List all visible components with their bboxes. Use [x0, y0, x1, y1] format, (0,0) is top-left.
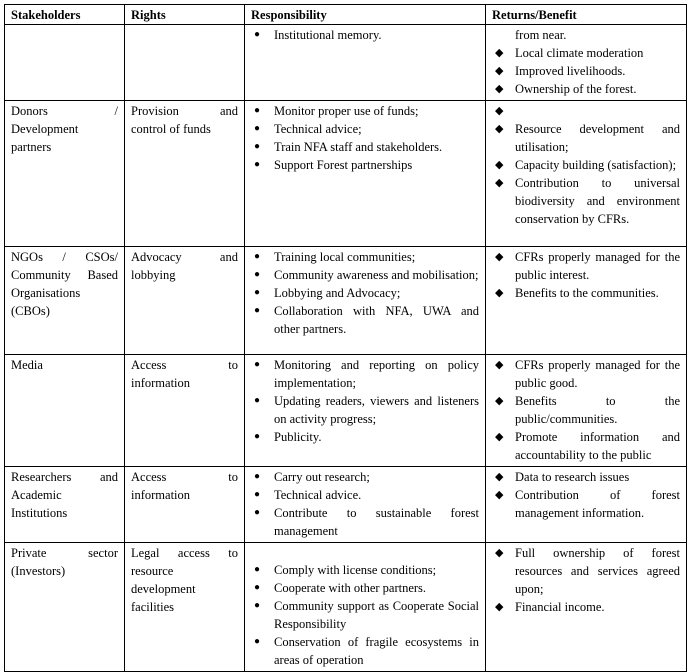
returns-continuation: from near.	[515, 28, 567, 42]
list-item: ● Monitoring and reporting on policy implementation;	[254, 358, 479, 390]
header-returns: Returns/Benefit	[486, 5, 687, 25]
bullet-dot-icon: ●	[254, 159, 261, 170]
header-responsibility: Responsibility	[245, 5, 486, 25]
stakeholder-cell	[5, 25, 125, 101]
bullet-dot-icon: ●	[254, 287, 261, 298]
bullet-diamond-icon: ◆	[495, 123, 504, 135]
bullet-diamond-icon: ◆	[495, 159, 504, 171]
list-item: ● Training local communities;	[254, 250, 416, 264]
list-item: ◆ Contribution to universal biodiversity and environment conservation by CFRs.	[495, 176, 680, 226]
returns-cell	[486, 355, 687, 467]
stakeholder-cell: NGOs / CSOs/ Community Based Organisations (CBOs)	[5, 247, 125, 355]
header-rights: Rights	[125, 5, 245, 25]
list-item: ● Cooperate with other partners.	[254, 581, 427, 595]
bullet-diamond-icon: ◆	[495, 471, 504, 483]
rights-cell	[125, 25, 245, 101]
rights-cell: Provision and control of funds	[125, 101, 245, 247]
list-item: ● Community awareness and mobilisation;	[254, 268, 479, 282]
bullet-diamond-icon: ◆	[495, 547, 504, 559]
stakeholder-cell: Private sector (Investors)	[5, 543, 125, 672]
list-item	[492, 102, 680, 120]
responsibility-cell	[245, 543, 486, 672]
list-item: ● Monitor proper use of funds;	[254, 104, 419, 118]
header-row	[5, 5, 687, 25]
rights-cell: Advocacy and lobbying	[125, 247, 245, 355]
bullet-dot-icon: ●	[254, 582, 261, 593]
returns-cell	[486, 467, 687, 543]
bullet-diamond-icon: ◆	[495, 83, 504, 95]
stakeholder-cell: Donors / Development partners	[5, 101, 125, 247]
rights-cell: Access to information	[125, 467, 245, 543]
bullet-diamond-icon: ◆	[495, 65, 504, 77]
bullet-dot-icon: ●	[254, 395, 261, 406]
list-item: ● Technical advice.	[254, 488, 362, 502]
list-item: ● Support Forest partnerships	[254, 158, 413, 172]
bullet-diamond-icon: ◆	[495, 601, 504, 613]
bullet-dot-icon: ●	[254, 251, 261, 262]
list-item: ● Technical advice;	[254, 122, 362, 136]
list-item: ● Lobbying and Advocacy;	[254, 286, 401, 300]
bullet-dot-icon: ●	[254, 305, 261, 316]
table-row	[5, 101, 687, 247]
list-item: ◆ Full ownership of forest resources and services agreed upon;	[495, 546, 680, 596]
bullet-dot-icon: ●	[254, 123, 261, 134]
list-item: ◆ Benefits to the communities.	[495, 286, 659, 300]
list-item: ◆ Ownership of the forest.	[495, 82, 637, 96]
bullet-dot-icon: ●	[254, 507, 261, 518]
returns-cell	[486, 247, 687, 355]
list-item: ● Publicity.	[254, 430, 322, 444]
bullet-dot-icon: ●	[254, 564, 261, 575]
responsibility-cell	[245, 247, 486, 355]
list-item: ● Train NFA staff and stakeholders.	[254, 140, 443, 154]
table-row	[5, 543, 687, 672]
bullet-dot-icon: ●	[254, 29, 261, 40]
bullet-diamond-icon: ◆	[495, 287, 504, 299]
table-row	[5, 467, 687, 543]
table-row	[5, 247, 687, 355]
stakeholder-cell: Researchers and Academic Institutions	[5, 467, 125, 543]
header-stakeholders: Stakeholders	[5, 5, 125, 25]
bullet-diamond-icon: ◆	[495, 47, 504, 59]
bullet-dot-icon: ●	[254, 105, 261, 116]
list-item: ◆ CFRs properly managed for the public good.	[495, 358, 680, 390]
list-item: ◆ Data to research issues	[495, 470, 630, 484]
stakeholder-cell: Media	[5, 355, 125, 467]
bullet-diamond-icon: ◆	[495, 431, 504, 443]
list-item: ● Updating readers, viewers and listeners on activity progress;	[254, 394, 479, 426]
bullet-dot-icon: ●	[254, 471, 261, 482]
list-item: ◆ Promote information and accountability to the public	[495, 430, 680, 462]
table-row	[5, 25, 687, 101]
responsibility-cell	[245, 25, 486, 101]
list-item: ◆ Contribution of forest management information.	[495, 488, 680, 520]
bullet-diamond-icon: ◆	[495, 105, 504, 117]
returns-cell	[486, 101, 687, 247]
list-item: ● Contribute to sustainable forest management	[254, 506, 479, 538]
list-item: ◆ Resource development and utilisation;	[495, 122, 680, 154]
responsibility-cell	[245, 101, 486, 247]
list-item: ● Carry out research;	[254, 470, 370, 484]
bullet-dot-icon: ●	[254, 431, 261, 442]
list-item: ◆ Benefits to the public/communities.	[495, 394, 680, 426]
bullet-dot-icon: ●	[254, 141, 261, 152]
list-item: ◆ Financial income.	[495, 600, 605, 614]
returns-cell	[486, 543, 687, 672]
table-row	[5, 355, 687, 467]
list-item: ◆ Improved livelihoods.	[495, 64, 626, 78]
bullet-dot-icon: ●	[254, 636, 261, 647]
list-item: ● Community support as Cooperate Social Responsibility	[254, 599, 479, 631]
bullet-diamond-icon: ◆	[495, 177, 504, 189]
returns-cell	[486, 25, 687, 101]
list-item: ◆ Local climate moderation	[495, 46, 644, 60]
bullet-diamond-icon: ◆	[495, 359, 504, 371]
bullet-diamond-icon: ◆	[495, 251, 504, 263]
bullet-dot-icon: ●	[254, 269, 261, 280]
responsibility-cell	[245, 467, 486, 543]
list-item: ● Comply with license conditions;	[254, 563, 437, 577]
rights-cell: Legal access to resource development facilities	[125, 543, 245, 672]
bullet-dot-icon: ●	[254, 600, 261, 611]
bullet-diamond-icon: ◆	[495, 489, 504, 501]
rights-cell: Access to information	[125, 355, 245, 467]
responsibility-cell	[245, 355, 486, 467]
list-item: ◆ CFRs properly managed for the public interest.	[495, 250, 680, 282]
list-item: ● Collaboration with NFA, UWA and other partners.	[254, 304, 479, 336]
list-item: ● Institutional memory.	[254, 28, 382, 42]
bullet-dot-icon: ●	[254, 489, 261, 500]
stakeholder-table	[4, 4, 687, 672]
list-item: ◆ Capacity building (satisfaction);	[495, 158, 677, 172]
bullet-dot-icon: ●	[254, 359, 261, 370]
bullet-diamond-icon: ◆	[495, 395, 504, 407]
list-item: ● Conservation of fragile ecosystems in areas of operation	[254, 635, 479, 667]
